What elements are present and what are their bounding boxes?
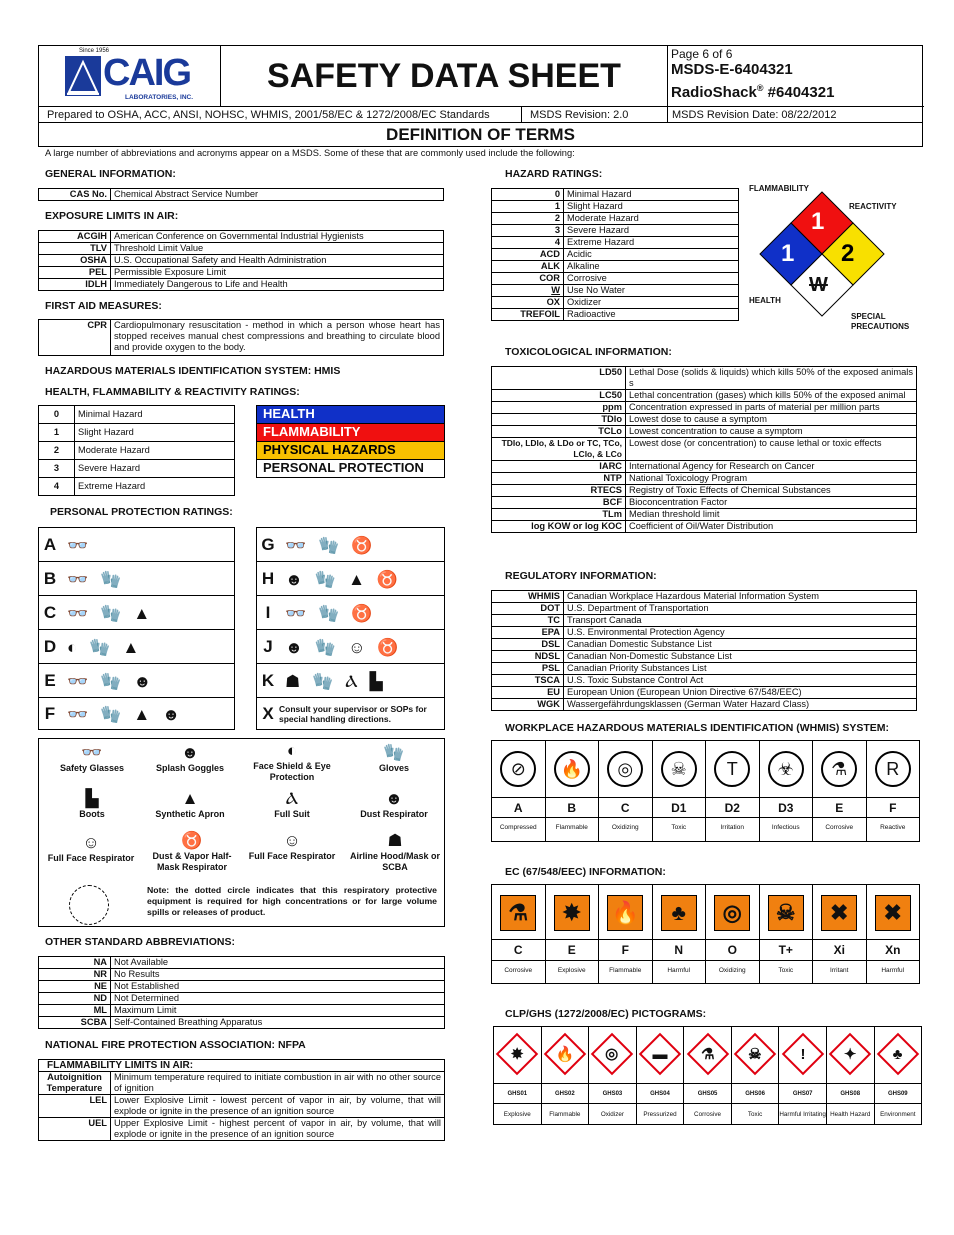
- diamond-blue-number: 1: [781, 240, 795, 267]
- safety-glasses-icon: 👓: [67, 671, 89, 691]
- gloves-icon: 🧤: [89, 637, 111, 657]
- ec-cell-o: ◎ O Oxidizing: [706, 885, 760, 983]
- full-face-respirator-icon: ☺: [348, 637, 366, 657]
- ghs-cell-ghs02: 🔥 GHS02 Flammable: [542, 1027, 590, 1124]
- ppe-row-c: C 👓 🧤 ▲: [39, 596, 234, 630]
- hmis-label: [256, 405, 445, 478]
- tox-title: TOXICOLOGICAL INFORMATION:: [505, 346, 672, 358]
- radioshack-number: RadioShack® #6404321: [671, 83, 835, 101]
- safety-glasses-icon: 👓: [67, 535, 89, 555]
- ghs-cell-ghs09: ♣ GHS09 Environment: [875, 1027, 922, 1124]
- msds-revision: MSDS Revision: 2.0: [521, 106, 667, 123]
- tox-table: LD50 Lethal Dose (solids & liquids) which kills 50% of the exposed animals s LC50 Lethal concentration (gases) which kills 50% of the exposed animal ppm Concentration expressed in parts of material per million parts TDlo Lowest dose to cause a symptom TCLo Lowest concentration to cause a symptom TDlo, LDlo, & LDo or TC, TCo, LClo, & LCo Lowest dose (or concentration) to cause lethal or toxic effects IARC International Agency for Research on Cancer NTP National Toxicology Program RTECS Registry of Toxic Effects of Chemical Substances BCF Bioconcentration Factor TLm Median threshold limit log KOW or log KOC Coefficient of Oil/Water Distribution: [491, 366, 917, 533]
- ghs-cell-ghs01: ✸ GHS01 Explosive: [494, 1027, 542, 1124]
- ec-symbol-icon: ✸: [554, 895, 590, 931]
- full-face-respirator-icon: ☺: [283, 831, 301, 850]
- ghs-pictogram-icon: ▬: [639, 1033, 681, 1075]
- whmis-symbol-icon: ☣: [768, 751, 804, 787]
- ec-cell-tplus: ☠ T+ Toxic: [760, 885, 814, 983]
- logo-mark-icon: [65, 56, 101, 96]
- ppe-row-g: G 👓 🧤 ♉: [257, 528, 444, 562]
- whmis-symbol-icon: ◎: [607, 751, 643, 787]
- ppe-note: Note: the dotted circle indicates that this respiratory protective equipment is required for high concentrations or for large volume spills or releases of product.: [147, 885, 437, 917]
- msds-number: MSDS-E-6404321: [671, 61, 793, 78]
- gloves-icon: 🧤: [383, 743, 405, 762]
- ec-cell-xn: ✖ Xn Harmful: [867, 885, 920, 983]
- ghs-pictogram-icon: !: [781, 1033, 823, 1075]
- hazard-table: 0 Minimal Hazard 1 Slight Hazard 2 Moderate Hazard 3 Severe Hazard 4 Extreme Hazard ACD Acidic ALK Alkaline COR Corrosive W Use No Water OX Oxidizer TREFOIL Radioactive: [491, 188, 739, 321]
- full-face-respirator-icon: ☺: [82, 833, 100, 852]
- dust-respirator-icon: ☻: [133, 671, 152, 691]
- dotted-circle-icon: [69, 885, 109, 925]
- safety-glasses-icon: 👓: [67, 704, 89, 724]
- whmis-grid: [491, 740, 920, 842]
- hmis-title: HAZARDOUS MATERIALS IDENTIFICATION SYSTEM: HMIS: [45, 365, 341, 377]
- hmis-bar-health: HEALTH: [257, 406, 444, 424]
- ec-title: EC (67/548/EEC) INFORMATION:: [505, 866, 666, 878]
- nfpa-diamond: [745, 180, 925, 340]
- half-mask-respirator-icon: ♉: [351, 535, 373, 555]
- ppe-row-k: K ☗ 🧤 Ⲁ ▙: [257, 664, 444, 698]
- hmis-bar-flammability: FLAMMABILITY: [257, 424, 444, 442]
- whmis-cell-c: ◎ C Oxidizing: [599, 741, 653, 841]
- full-suit-icon: Ⲁ: [285, 789, 299, 808]
- diamond-white-symbol: W: [809, 274, 828, 296]
- half-mask-respirator-icon: ♉: [377, 637, 399, 657]
- safety-glasses-icon: 👓: [81, 743, 103, 762]
- gloves-icon: 🧤: [312, 671, 334, 691]
- ec-symbol-icon: ⚗: [500, 895, 536, 931]
- ec-cell-f: 🔥 F Flammable: [599, 885, 653, 983]
- gloves-icon: 🧤: [318, 603, 340, 623]
- firstaid-title: FIRST AID MEASURES:: [45, 300, 162, 312]
- other-title: OTHER STANDARD ABBREVIATIONS:: [45, 936, 235, 948]
- airline-hood-icon: ☗: [285, 671, 301, 691]
- ghs-pictogram-icon: ☠: [734, 1033, 776, 1075]
- diamond-yellow-number: 2: [841, 240, 855, 267]
- ppe-row-h: H ☻ 🧤 ▲ ♉: [257, 562, 444, 596]
- whmis-cell-e: ⚗ E Corrosive: [813, 741, 867, 841]
- ppe-row-a: A 👓: [39, 528, 234, 562]
- ppe-grid-right: [256, 527, 445, 730]
- half-mask-respirator-icon: ♉: [376, 569, 399, 589]
- gloves-icon: 🧤: [100, 671, 122, 691]
- ghs-cell-ghs06: ☠ GHS06 Toxic: [732, 1027, 780, 1124]
- logo-since: Since 1956: [79, 48, 110, 54]
- page-title: SAFETY DATA SHEET: [267, 57, 621, 95]
- ec-symbol-icon: ◎: [714, 895, 750, 931]
- apron-icon: ▲: [133, 603, 151, 623]
- whmis-cell-d2: T D2 Irritation: [706, 741, 760, 841]
- ppe-legend: 👓 Safety Glasses ☻ Splash Goggles ◐ Face Shield & Eye Protection 🧤 Gloves ▙ Boots ▲ Synthetic Apron Ⲁ Full Suit ☻ Dust Respirator ☺ Full Face Respirator ♉ Dust & Vapor Half-Mask Respirator ☺ Full Face Respirator ☗ Airline Hood/Mask or SCBA Note: the dotted circle indicates that this respiratory protective equipment is required for high concentrations or for large volume spills or releases of product.: [38, 738, 445, 927]
- definition-title: DEFINITION OF TERMS: [38, 123, 923, 147]
- face-shield-icon: ◐: [286, 741, 298, 760]
- whmis-cell-f: R F Reactive: [867, 741, 920, 841]
- gloves-icon: 🧤: [100, 603, 122, 623]
- reg-table: WHMIS Canadian Workplace Hazardous Material Information System DOT U.S. Department of Transportation TC Transport Canada EPA U.S. Environmental Protection Agency DSL Canadian Domestic Substance List NDSL Canadian Non-Domestic Substance List PSL Canadian Priority Substances List TSCA U.S. Toxic Substance Control Act EU European Union (European Union Directive 67/548/EEC) WGK Wassergefährdungsklassen (German Water Hazard Class): [491, 590, 917, 711]
- ppe-row-f: F 👓 🧤 ▲ ☻: [39, 698, 234, 730]
- diamond-reactivity-label: REACTIVITY: [849, 202, 897, 211]
- ec-symbol-icon: ♣: [661, 895, 697, 931]
- ghs-cell-ghs05: ⚗ GHS05 Corrosive: [684, 1027, 732, 1124]
- ppe-row-i: I 👓 🧤 ♉: [257, 596, 444, 630]
- ghs-cell-ghs03: ◎ GHS03 Oxidizer: [589, 1027, 637, 1124]
- exposure-table: ACGIH American Conference on Governmental Industrial Hygienists TLV Threshold Limit Value OSHA U.S. Occupational Safety and Health Administration PEL Permissible Exposure Limit IDLH Immediately Dangerous to Life and Health: [38, 230, 444, 291]
- hazard-title: HAZARD RATINGS:: [505, 168, 603, 180]
- ec-cell-n: ♣ N Harmful: [653, 885, 707, 983]
- boots-icon: ▙: [369, 671, 383, 691]
- ppe-divider: [235, 527, 256, 730]
- splash-goggles-icon: ☻: [285, 569, 303, 589]
- ppe-row-e: E 👓 🧤 ☻: [39, 664, 234, 698]
- ghs-pictogram-icon: 🔥: [544, 1033, 586, 1075]
- ghs-pictogram-icon: ✸: [496, 1033, 538, 1075]
- exposure-title: EXPOSURE LIMITS IN AIR:: [45, 210, 179, 222]
- nfpa-table: FLAMMABILITY LIMITS IN AIR: Autoignition Temperature Minimum temperature required to initiate combustion in air with no other source of ignition LEL Lower Explosive Limit - lowest percent of vapor in air, by volume, that will explode or ignite in the presence of an ignition source UEL Upper Explosive Limit - highest percent of vapor in air, by volume, that will explode or ignite in the presence of an ignition source: [38, 1059, 445, 1141]
- page-number: Page 6 of 6: [671, 47, 733, 61]
- ghs-pictogram-icon: ✦: [829, 1033, 871, 1075]
- logo-sub: LABORATORIES, INC.: [125, 94, 194, 101]
- ghs-pictogram-icon: ⚗: [686, 1033, 728, 1075]
- splash-goggles-icon: ☻: [181, 743, 199, 762]
- whmis-cell-a: ⊘ A Compressed: [492, 741, 546, 841]
- whmis-cell-d3: ☣ D3 Infectious: [760, 741, 814, 841]
- apron-icon: ▲: [348, 569, 365, 589]
- dust-respirator-icon: ☻: [162, 704, 181, 724]
- diamond-health-label: HEALTH: [749, 296, 781, 305]
- ec-symbol-icon: 🔥: [607, 895, 643, 931]
- reg-title: REGULATORY INFORMATION:: [505, 570, 657, 582]
- airline-hood-icon: ☗: [387, 831, 403, 850]
- ghs-pictogram-icon: ◎: [591, 1033, 633, 1075]
- boots-icon: ▙: [85, 789, 99, 808]
- gloves-icon: 🧤: [314, 637, 337, 657]
- diamond-red-number: 1: [811, 208, 825, 235]
- ppe-row-d: D ◐ 🧤 ▲: [39, 630, 234, 664]
- nfpa-title: NATIONAL FIRE PROTECTION ASSOCIATION: NFPA: [45, 1039, 306, 1051]
- whmis-cell-b: 🔥 B Flammable: [546, 741, 600, 841]
- diamond-flammability-label: FLAMMABILITY: [749, 184, 809, 193]
- ec-symbol-icon: ✖: [821, 895, 857, 931]
- msds-revision-date: MSDS Revision Date: 08/22/2012: [667, 106, 924, 123]
- diamond-special-label: SPECIAL PRECAUTIONS: [851, 312, 910, 331]
- ec-symbol-icon: ✖: [875, 895, 911, 931]
- ghs-cell-ghs07: ! GHS07 Harmful Irritating: [779, 1027, 827, 1124]
- ppe-title: PERSONAL PROTECTION RATINGS:: [50, 506, 233, 518]
- safety-glasses-icon: 👓: [285, 603, 307, 623]
- half-mask-respirator-icon: ♉: [181, 831, 203, 850]
- apron-icon: ▲: [122, 637, 140, 657]
- safety-glasses-icon: 👓: [67, 569, 89, 589]
- whmis-symbol-icon: R: [875, 751, 911, 787]
- splash-goggles-icon: ☻: [285, 637, 303, 657]
- safety-glasses-icon: 👓: [285, 535, 307, 555]
- firstaid-table: CPR Cardiopulmonary resuscitation - method in which a person whose heart has stopped receives manual chest compressions and breathing to circulate blood and provide oxygen to the body.: [38, 319, 444, 356]
- safety-glasses-icon: 👓: [67, 603, 89, 623]
- general-table: CAS No. Chemical Abstract Service Number: [38, 188, 444, 201]
- ec-grid: [491, 884, 920, 984]
- whmis-symbol-icon: ⚗: [821, 751, 857, 787]
- whmis-cell-d1: ☠ D1 Toxic: [653, 741, 707, 841]
- whmis-symbol-icon: T: [714, 751, 750, 787]
- whmis-title: WORKPLACE HAZARDOUS MATERIALS IDENTIFICATION (WHMIS) SYSTEM:: [505, 722, 890, 734]
- ghs-cell-ghs04: ▬ GHS04 Pressurized: [637, 1027, 685, 1124]
- ghs-title: CLP/GHS (1272/2008/EC) PICTOGRAMS:: [505, 1008, 707, 1020]
- logo: [39, 46, 221, 106]
- hmis-bar-personal: PERSONAL PROTECTION: [257, 460, 444, 477]
- ppe-row-b: B 👓 🧤: [39, 562, 234, 596]
- apron-icon: ▲: [133, 704, 151, 724]
- other-table: NA Not Available NR No Results NE Not Established ND Not Determined ML Maximum Limit SCBA Self-Contained Breathing Apparatus: [38, 956, 445, 1029]
- face-shield-icon: ◐: [67, 637, 78, 657]
- header-right: [667, 46, 924, 106]
- hmis-table: 0 Minimal Hazard 1 Slight Hazard 2 Moderate Hazard 3 Severe Hazard 4 Extreme Hazard: [38, 405, 235, 496]
- gloves-icon: 🧤: [100, 704, 122, 724]
- ghs-pictogram-icon: ♣: [877, 1033, 919, 1075]
- ppe-row-j: J ☻ 🧤 ☺ ♉: [257, 630, 444, 664]
- whmis-symbol-icon: ☠: [661, 751, 697, 787]
- ppe-row-x: X Consult your supervisor or SOPs for special handling directions.: [262, 704, 427, 724]
- ghs-cell-ghs08: ✦ GHS08 Health Hazard: [827, 1027, 875, 1124]
- gloves-icon: 🧤: [100, 569, 122, 589]
- prepared-standards: Prepared to OSHA, ACC, ANSI, NOHSC, WHMIS, 2001/58/EC & 1272/2008/EC Standards: [39, 106, 521, 123]
- whmis-symbol-icon: ⊘: [500, 751, 536, 787]
- ec-cell-c: ⚗ C Corrosive: [492, 885, 546, 983]
- ec-cell-e: ✸ E Explosive: [546, 885, 600, 983]
- ppe-grid-left: [38, 527, 235, 730]
- whmis-symbol-icon: 🔥: [554, 751, 590, 787]
- general-title: GENERAL INFORMATION:: [45, 168, 176, 180]
- half-mask-respirator-icon: ♉: [351, 603, 373, 623]
- logo-text: CAIG: [103, 52, 190, 94]
- gloves-icon: 🧤: [318, 535, 340, 555]
- ec-symbol-icon: ☠: [768, 895, 804, 931]
- hmis-subtitle: HEALTH, FLAMMABILITY & REACTIVITY RATINGS:: [45, 386, 300, 398]
- full-suit-icon: Ⲁ: [345, 671, 358, 691]
- intro-text: A large number of abbreviations and acronyms appear on a MSDS. Some of these that are commonly used include the following:: [45, 148, 575, 158]
- apron-icon: ▲: [181, 789, 199, 808]
- hmis-bar-physical: PHYSICAL HAZARDS: [257, 442, 444, 460]
- header-box: [38, 45, 923, 123]
- ec-cell-xi: ✖ Xi Irritant: [813, 885, 867, 983]
- gloves-icon: 🧤: [314, 569, 337, 589]
- dust-respirator-icon: ☻: [385, 789, 403, 808]
- ghs-grid: [493, 1026, 922, 1125]
